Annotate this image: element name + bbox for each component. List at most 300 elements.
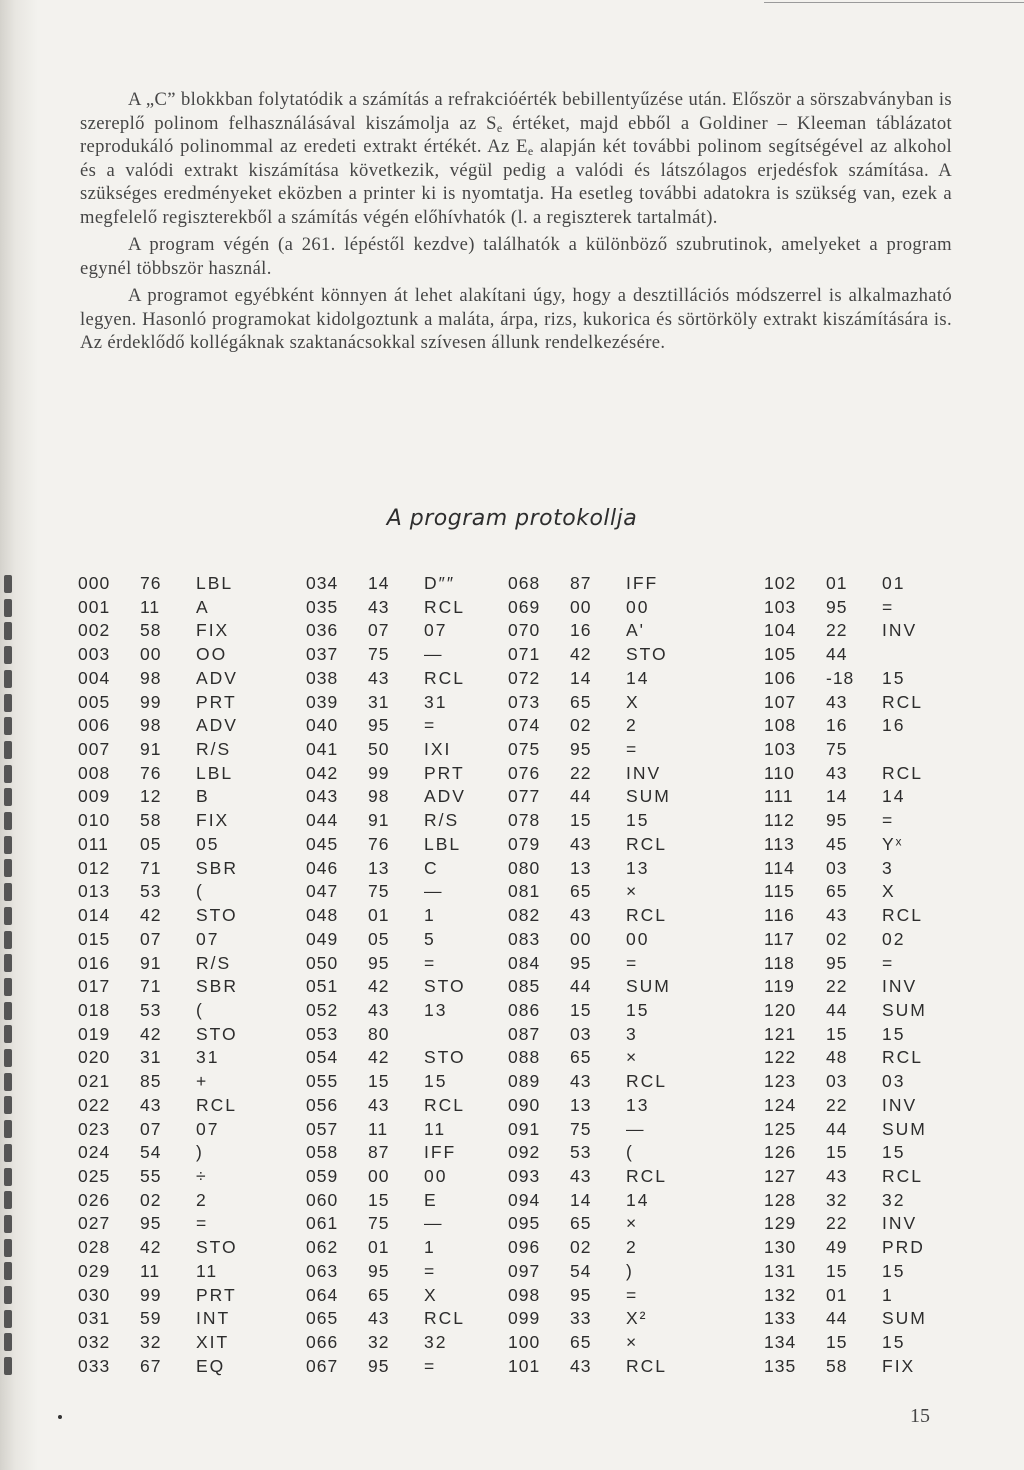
key-label: 2 — [196, 1189, 208, 1210]
program-row — [78, 1307, 958, 1331]
key-code: 59 — [140, 1308, 162, 1329]
key-label: × — [626, 1213, 639, 1234]
program-row — [78, 596, 958, 620]
step-number: 031 — [78, 1308, 111, 1329]
program-row — [78, 1236, 958, 1260]
step-number: 054 — [306, 1047, 339, 1068]
key-code: 55 — [140, 1165, 162, 1186]
key-code: 15 — [826, 1023, 848, 1044]
step-number: 000 — [78, 573, 111, 593]
book-binding-edge — [0, 0, 38, 1470]
key-code: 53 — [140, 881, 162, 902]
program-row — [78, 1118, 958, 1142]
step-number: 124 — [764, 1094, 797, 1115]
key-label: R/S — [196, 739, 232, 760]
key-code: 31 — [368, 691, 390, 712]
key-label: B — [196, 786, 210, 807]
key-label: SUM — [882, 1118, 927, 1139]
step-number: 127 — [764, 1165, 797, 1186]
step-number: 110 — [764, 762, 795, 783]
key-code: 42 — [140, 905, 162, 926]
step-number: 098 — [508, 1284, 541, 1305]
step-number: 082 — [508, 905, 541, 926]
step-number: 075 — [508, 739, 541, 760]
program-row — [78, 833, 958, 857]
key-label: 15 — [882, 1142, 906, 1163]
key-label: C — [424, 857, 439, 878]
step-number: 058 — [306, 1142, 339, 1163]
step-number: 073 — [508, 691, 541, 712]
binding-hole — [4, 1215, 12, 1233]
step-number: 015 — [78, 928, 111, 949]
key-label: SUM — [626, 976, 671, 997]
step-number: 083 — [508, 928, 541, 949]
key-code: 05 — [140, 833, 162, 854]
program-row — [78, 809, 958, 833]
program-row — [78, 1141, 958, 1165]
step-number: 117 — [764, 928, 795, 949]
key-code: 75 — [570, 1118, 592, 1139]
step-number: 081 — [508, 881, 541, 902]
key-label: 15 — [626, 999, 650, 1020]
key-label: STO — [196, 1023, 238, 1044]
key-code: 44 — [826, 999, 848, 1020]
key-code: 49 — [826, 1237, 848, 1258]
key-code: 75 — [368, 1213, 390, 1234]
program-row — [78, 975, 958, 999]
key-code: 95 — [570, 952, 592, 973]
key-code: 65 — [570, 1332, 592, 1352]
key-code: 75 — [826, 739, 848, 760]
key-label: 14 — [626, 667, 650, 688]
key-code: 43 — [826, 691, 848, 712]
step-number: 099 — [508, 1308, 541, 1329]
key-label: RCL — [626, 905, 668, 926]
key-code: 54 — [140, 1142, 162, 1163]
key-label: 07 — [424, 620, 448, 641]
key-code: 16 — [570, 620, 592, 641]
step-number: 027 — [78, 1213, 111, 1234]
key-label: Yˣ — [882, 833, 904, 854]
key-label: 32 — [424, 1332, 448, 1352]
key-code: 65 — [570, 691, 592, 712]
key-code: 95 — [368, 1355, 390, 1376]
key-label: 1 — [424, 1237, 436, 1258]
key-label: = — [424, 952, 437, 973]
key-label: RCL — [196, 1094, 238, 1115]
binding-hole — [4, 1333, 12, 1351]
key-label: = — [626, 739, 639, 760]
key-code: 53 — [570, 1142, 592, 1163]
key-code: -18 — [826, 667, 855, 688]
key-label: — — [424, 644, 444, 665]
binding-hole — [4, 599, 12, 617]
key-label: ÷ — [196, 1165, 208, 1186]
key-code: 98 — [140, 715, 162, 736]
key-label: + — [196, 1071, 209, 1092]
key-code: 44 — [826, 644, 848, 665]
step-number: 129 — [764, 1213, 797, 1234]
key-label: X — [424, 1284, 438, 1305]
step-number: 055 — [306, 1071, 339, 1092]
program-row — [78, 738, 958, 762]
key-label: × — [626, 1332, 639, 1352]
program-row — [78, 619, 958, 643]
step-number: 038 — [306, 667, 339, 688]
step-number: 092 — [508, 1142, 541, 1163]
step-number: 014 — [78, 905, 111, 926]
step-number: 090 — [508, 1094, 541, 1115]
margin-dot — [58, 1415, 62, 1419]
key-label: D″″ — [424, 573, 456, 593]
key-code: 11 — [368, 1118, 389, 1139]
key-code: 11 — [140, 596, 161, 617]
step-number: 057 — [306, 1118, 339, 1139]
step-number: 131 — [764, 1260, 797, 1281]
step-number: 111 — [764, 786, 794, 807]
step-number: 019 — [78, 1023, 111, 1044]
key-code: 43 — [570, 1071, 592, 1092]
key-label: ADV — [424, 786, 466, 807]
key-code: 43 — [368, 667, 390, 688]
key-label: RCL — [626, 1071, 668, 1092]
key-label: RCL — [882, 691, 924, 712]
step-number: 069 — [508, 596, 541, 617]
key-code: 87 — [368, 1142, 390, 1163]
key-label: X — [626, 691, 640, 712]
step-number: 059 — [306, 1165, 339, 1186]
paragraph — [80, 88, 952, 229]
step-number: 066 — [306, 1332, 339, 1352]
binding-hole — [4, 1144, 12, 1162]
key-label: ( — [196, 999, 204, 1020]
step-number: 012 — [78, 857, 111, 878]
step-number: 114 — [764, 857, 795, 878]
program-row — [78, 1189, 958, 1213]
step-number: 130 — [764, 1237, 797, 1258]
key-code: 32 — [140, 1332, 162, 1352]
key-code: 45 — [826, 833, 848, 854]
key-label: 3 — [626, 1023, 638, 1044]
text-run: alapján két további polinom segítségével az alkohol és a valódi extrakt kiszámítása következik, végül pedig a valódi és látszólagos erjedésfok számítása. A szükséges eredményeket eközben a printer ki is nyomtatja. Ha esetleg további adatokra is szükség van, ezek a megfelelő regiszterekből a számítás végén előhívhatók (l. a regiszterek tartalmát). — [80, 136, 953, 228]
key-code: 43 — [570, 905, 592, 926]
key-label: IXI — [424, 739, 452, 760]
program-row — [78, 1165, 958, 1189]
program-row — [78, 572, 958, 596]
program-row — [78, 691, 958, 715]
step-number: 033 — [78, 1355, 111, 1376]
key-code: 58 — [140, 810, 162, 831]
key-label: ADV — [196, 667, 238, 688]
step-number: 021 — [78, 1071, 111, 1092]
key-label: = — [882, 596, 895, 617]
key-label: IFF — [626, 573, 659, 593]
key-code: 48 — [826, 1047, 848, 1068]
key-code: 53 — [140, 999, 162, 1020]
binding-hole — [4, 670, 12, 688]
key-label: STO — [626, 644, 668, 665]
key-code: 02 — [826, 928, 848, 949]
key-label: — — [424, 1213, 444, 1234]
key-code: 13 — [570, 1094, 592, 1115]
key-label: RCL — [424, 596, 466, 617]
key-label: IFF — [424, 1142, 457, 1163]
key-code: 44 — [570, 786, 592, 807]
step-number: 016 — [78, 952, 111, 973]
binding-hole — [4, 978, 12, 996]
key-label: FIX — [196, 620, 230, 641]
key-label: RCL — [626, 833, 668, 854]
binding-hole — [4, 1191, 12, 1209]
key-code: 00 — [570, 928, 592, 949]
key-code: 43 — [368, 596, 390, 617]
step-number: 003 — [78, 644, 111, 665]
key-code: 50 — [368, 739, 390, 760]
step-number: 030 — [78, 1284, 111, 1305]
key-code: 15 — [368, 1189, 390, 1210]
binding-hole — [4, 1239, 12, 1257]
step-number: 061 — [306, 1213, 339, 1234]
step-number: 091 — [508, 1118, 541, 1139]
step-number: 106 — [764, 667, 797, 688]
key-code: 07 — [140, 928, 162, 949]
key-label: = — [424, 1260, 437, 1281]
key-label: FIX — [196, 810, 230, 831]
key-code: 43 — [368, 1094, 390, 1115]
top-rule — [764, 2, 1024, 3]
key-label: 07 — [196, 1118, 220, 1139]
program-row — [78, 1046, 958, 1070]
key-code: 00 — [570, 596, 592, 617]
binding-hole — [4, 1310, 12, 1328]
step-number: 024 — [78, 1142, 111, 1163]
key-label: = — [424, 1355, 437, 1376]
key-label: STO — [424, 1047, 466, 1068]
key-code: 91 — [368, 810, 390, 831]
key-code: 16 — [826, 715, 848, 736]
program-listing — [78, 572, 958, 1378]
key-code: 07 — [368, 620, 390, 641]
key-code: 58 — [140, 620, 162, 641]
step-number: 125 — [764, 1118, 797, 1139]
key-label: ( — [196, 881, 204, 902]
step-number: 126 — [764, 1142, 797, 1163]
key-label: INT — [196, 1308, 231, 1329]
key-code: 75 — [368, 881, 390, 902]
step-number: 043 — [306, 786, 339, 807]
key-code: 32 — [826, 1189, 848, 1210]
key-code: 95 — [570, 739, 592, 760]
key-code: 91 — [140, 952, 162, 973]
key-code: 95 — [368, 715, 390, 736]
step-number: 018 — [78, 999, 111, 1020]
key-label: SBR — [196, 857, 238, 878]
key-label: 13 — [626, 1094, 650, 1115]
step-number: 116 — [764, 905, 795, 926]
key-code: 95 — [826, 952, 848, 973]
step-number: 006 — [78, 715, 111, 736]
key-code: 44 — [826, 1118, 848, 1139]
key-code: 15 — [368, 1071, 390, 1092]
step-number: 036 — [306, 620, 339, 641]
binding-hole — [4, 812, 12, 830]
key-label: ADV — [196, 715, 238, 736]
step-number: 084 — [508, 952, 541, 973]
key-label: 14 — [882, 786, 906, 807]
step-number: 095 — [508, 1213, 541, 1234]
binding-hole — [4, 622, 12, 640]
key-code: 91 — [140, 739, 162, 760]
binding-hole — [4, 1049, 12, 1067]
key-code: 01 — [826, 573, 848, 593]
binding-hole — [4, 694, 12, 712]
binding-hole — [4, 575, 12, 593]
key-code: 43 — [570, 833, 592, 854]
step-number: 048 — [306, 905, 339, 926]
key-label: OO — [196, 644, 228, 665]
step-number: 132 — [764, 1284, 797, 1305]
key-code: 02 — [140, 1189, 162, 1210]
key-label: STO — [424, 976, 466, 997]
step-number: 074 — [508, 715, 541, 736]
key-label: R/S — [196, 952, 232, 973]
binding-hole — [4, 1168, 12, 1186]
key-label: 1 — [882, 1284, 894, 1305]
program-row — [78, 667, 958, 691]
step-number: 047 — [306, 881, 339, 902]
key-label: ) — [196, 1142, 204, 1163]
program-row — [78, 904, 958, 928]
key-label: SUM — [882, 999, 927, 1020]
step-number: 023 — [78, 1118, 111, 1139]
step-number: 079 — [508, 833, 541, 854]
key-label: X — [882, 881, 896, 902]
subscript: e — [496, 120, 503, 135]
step-number: 004 — [78, 667, 111, 688]
step-number: 134 — [764, 1332, 797, 1352]
key-code: 75 — [368, 644, 390, 665]
key-code: 98 — [368, 786, 390, 807]
key-label: 05 — [196, 833, 220, 854]
step-number: 022 — [78, 1094, 111, 1115]
step-number: 080 — [508, 857, 541, 878]
key-label: LBL — [196, 573, 234, 593]
key-code: 22 — [826, 1213, 848, 1234]
binding-hole — [4, 1025, 12, 1043]
text-run: A programot egyébként könnyen át lehet alakítani úgy, hogy a desztillációs módszerrel is alkalmazható legyen. Hasonló programokat kidolgoztunk a maláta, árpa, rizs, kukorica és sörtörköly extrakt kiszámítására is. Az érdeklődő kollégáknak szaktanácsokkal szívesen állunk rendelkezésére. — [80, 285, 952, 353]
key-label: X² — [626, 1308, 648, 1329]
step-number: 007 — [78, 739, 111, 760]
key-code: 43 — [826, 1165, 848, 1186]
program-row — [78, 1212, 958, 1236]
key-code: 12 — [140, 786, 162, 807]
key-label: = — [882, 810, 895, 831]
binding-hole — [4, 931, 12, 949]
key-label: LBL — [424, 833, 462, 854]
step-number: 103 — [764, 739, 797, 760]
key-code: 15 — [570, 810, 592, 831]
key-code: 42 — [570, 644, 592, 665]
key-label: 2 — [626, 715, 638, 736]
program-row — [78, 643, 958, 667]
key-code: 03 — [570, 1023, 592, 1044]
key-code: 95 — [368, 1260, 390, 1281]
key-label: = — [882, 952, 895, 973]
text-run: A „C” blokkban folytatódik a számítás a refrakcióérték bebillentyűzése után. Először a sörszabványban is szereplő polinom felhasználásával kiszámolja az S — [80, 89, 952, 134]
step-number: 096 — [508, 1237, 541, 1258]
body-text — [80, 88, 952, 355]
key-code: 01 — [368, 1237, 390, 1258]
key-code: 14 — [826, 786, 848, 807]
step-number: 002 — [78, 620, 111, 641]
key-label: INV — [882, 1094, 918, 1115]
key-label: ) — [626, 1260, 634, 1281]
step-number: 068 — [508, 573, 541, 593]
key-label: ( — [626, 1142, 634, 1163]
program-title: A program protokollja — [386, 506, 638, 531]
key-label: 15 — [626, 810, 650, 831]
binding-hole — [4, 1357, 12, 1375]
key-code: 65 — [826, 881, 848, 902]
key-label: 15 — [882, 667, 906, 688]
key-code: 65 — [570, 881, 592, 902]
key-code: 43 — [140, 1094, 162, 1115]
key-label: EQ — [196, 1355, 226, 1376]
key-code: 42 — [368, 976, 390, 997]
binding-hole — [4, 1096, 12, 1114]
step-number: 085 — [508, 976, 541, 997]
step-number: 094 — [508, 1189, 541, 1210]
step-number: 072 — [508, 667, 541, 688]
step-number: 070 — [508, 620, 541, 641]
step-number: 120 — [764, 999, 797, 1020]
key-label: PRD — [882, 1237, 925, 1258]
key-label: — — [424, 881, 444, 902]
binding-hole — [4, 646, 12, 664]
step-number: 119 — [764, 976, 795, 997]
key-label: RCL — [626, 1355, 668, 1376]
key-code: 43 — [826, 762, 848, 783]
key-label: 02 — [882, 928, 906, 949]
key-label: 07 — [196, 928, 220, 949]
key-code: 22 — [826, 1094, 848, 1115]
step-number: 115 — [764, 881, 795, 902]
key-code: 85 — [140, 1071, 162, 1092]
key-label: 16 — [882, 715, 906, 736]
key-code: 95 — [368, 952, 390, 973]
key-code: 43 — [826, 905, 848, 926]
paragraph — [80, 233, 952, 280]
step-number: 028 — [78, 1237, 111, 1258]
step-number: 121 — [764, 1023, 797, 1044]
binding-hole — [4, 1002, 12, 1020]
step-number: 104 — [764, 620, 797, 641]
key-label: 3 — [882, 857, 894, 878]
key-code: 80 — [368, 1023, 390, 1044]
key-code: 01 — [826, 1284, 848, 1305]
key-label: × — [626, 881, 639, 902]
step-number: 067 — [306, 1355, 339, 1376]
step-number: 088 — [508, 1047, 541, 1068]
key-label: 2 — [626, 1237, 638, 1258]
step-number: 108 — [764, 715, 797, 736]
page-number: 15 — [910, 1405, 930, 1427]
binding-hole — [4, 883, 12, 901]
key-code: 54 — [570, 1260, 592, 1281]
key-label: 31 — [424, 691, 448, 712]
key-label: 03 — [882, 1071, 906, 1092]
key-label: 15 — [882, 1332, 906, 1352]
